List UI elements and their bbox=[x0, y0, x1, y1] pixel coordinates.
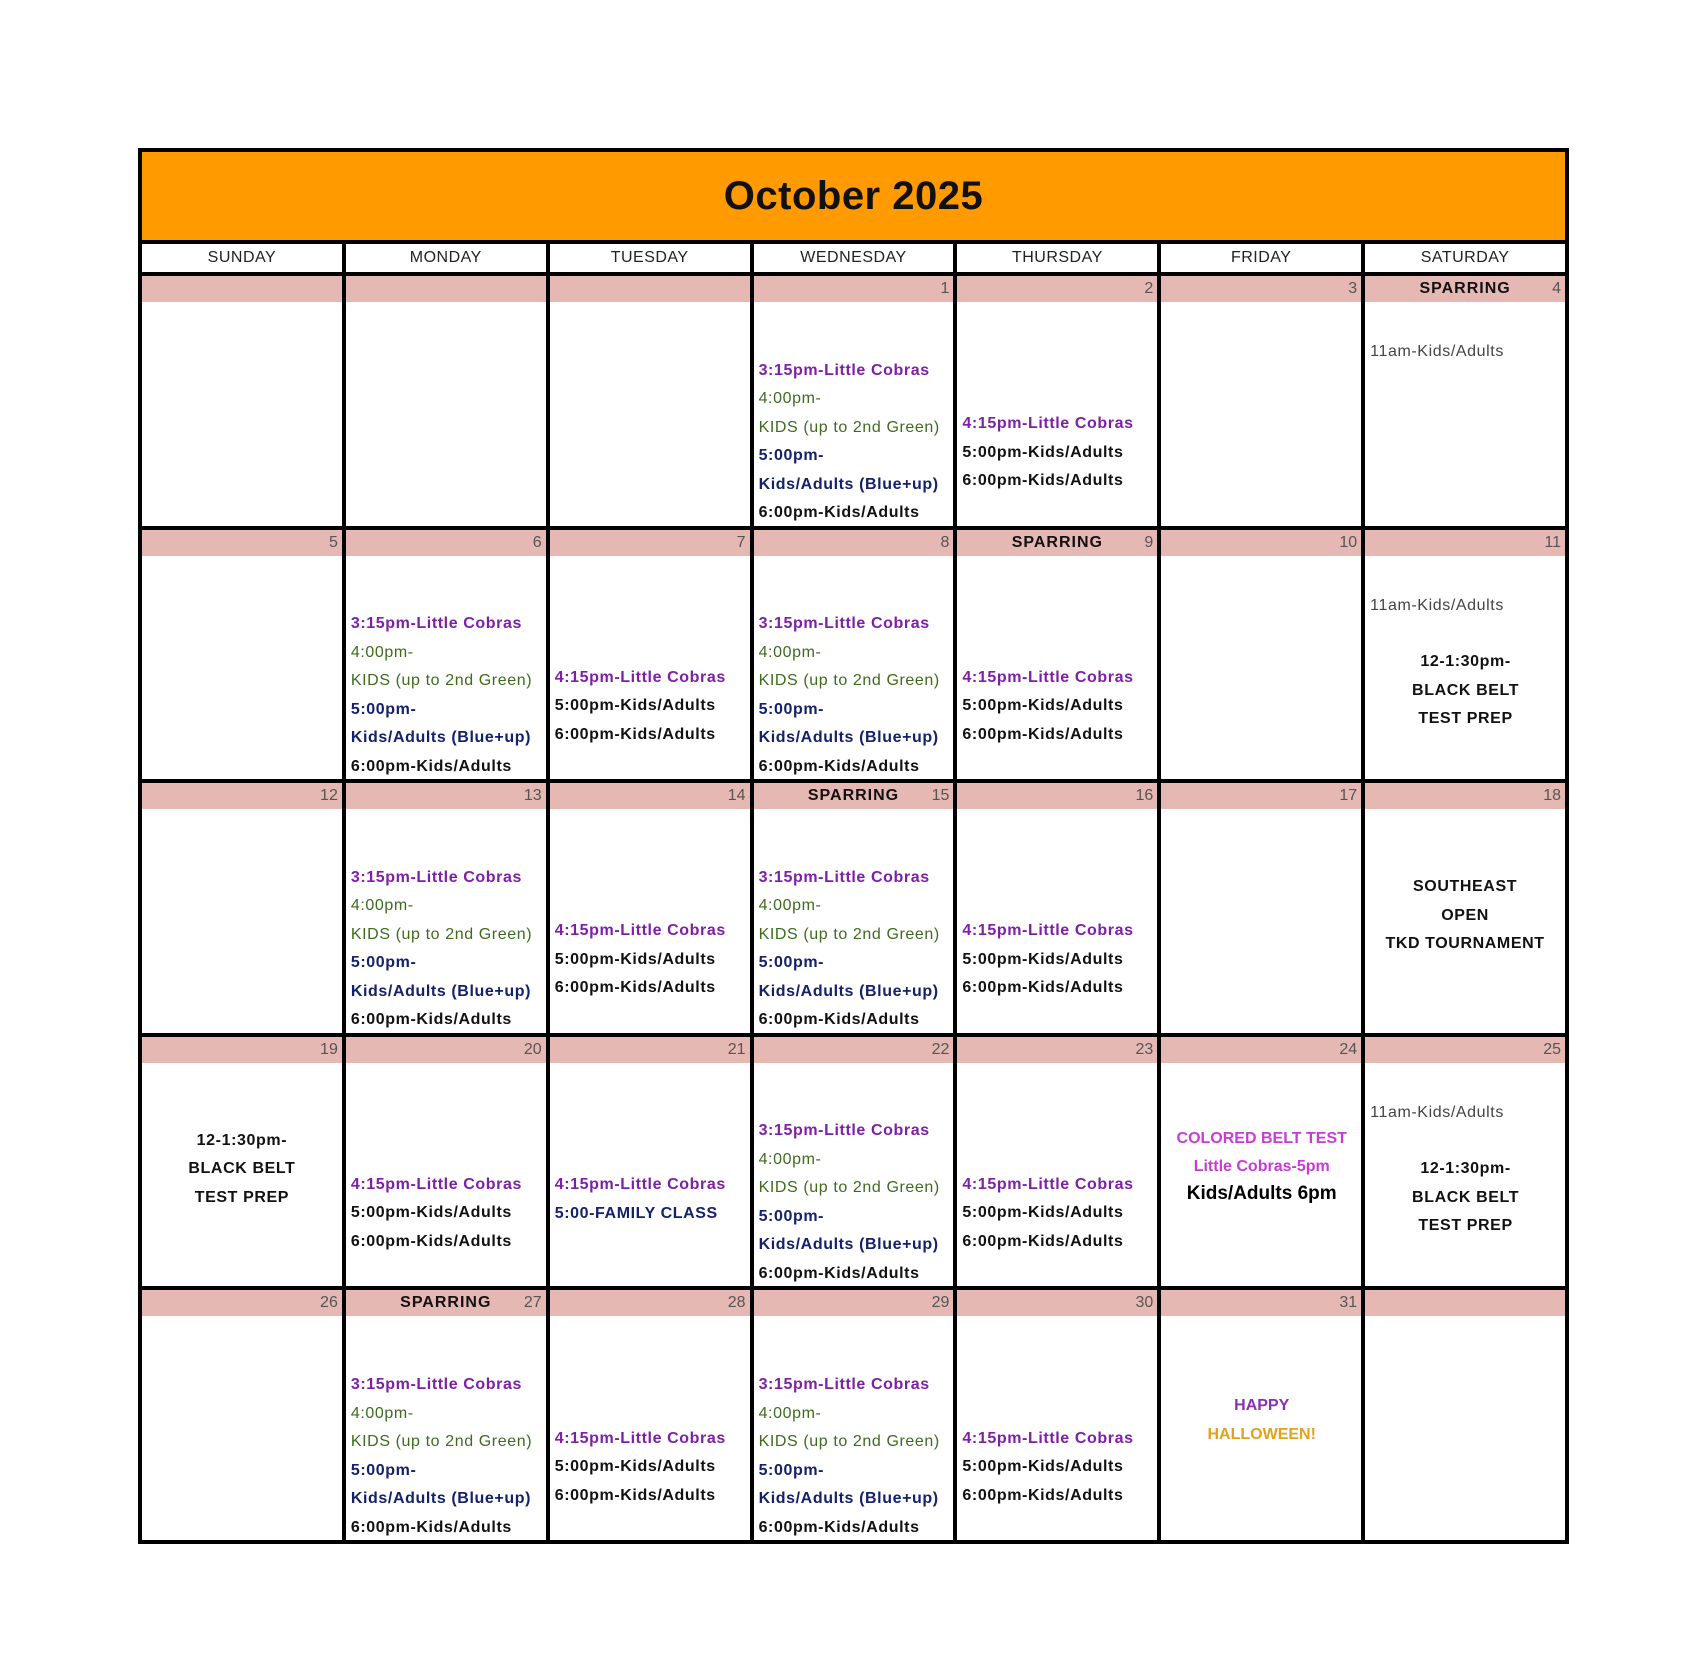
event-line: Kids/Adults (Blue+up) bbox=[350, 1490, 531, 1507]
day-number: 1 bbox=[940, 280, 950, 297]
day-header bbox=[1365, 530, 1565, 556]
day-number: 6 bbox=[532, 533, 542, 551]
event-line: KIDS (up to 2nd Green) bbox=[758, 1179, 940, 1197]
day-header bbox=[957, 1037, 1157, 1063]
day-cell-31 bbox=[1161, 1290, 1361, 1540]
day-cell-3 bbox=[1161, 276, 1361, 526]
day-cell-11 bbox=[1365, 530, 1565, 780]
day-header bbox=[346, 783, 546, 809]
event-line: 3:15pm-Little Cobras bbox=[758, 868, 930, 886]
event-line: 5:00pm- bbox=[350, 954, 417, 972]
day-number: 10 bbox=[1339, 533, 1358, 551]
day-header bbox=[550, 276, 750, 302]
event-line: 6:00pm-Kids/Adults bbox=[350, 1011, 512, 1029]
day-number: 30 bbox=[1135, 1294, 1154, 1312]
day-number: 12 bbox=[320, 787, 338, 805]
event-line: 6:00pm-Kids/Adults bbox=[758, 1011, 920, 1029]
event-line: Kids/Adults (Blue+up) bbox=[350, 729, 531, 747]
event-line: Kids/Adults (Blue+up) bbox=[758, 475, 939, 493]
day-header bbox=[754, 1290, 954, 1316]
day-header bbox=[346, 276, 546, 302]
event-line: 5:00pm- bbox=[758, 954, 825, 972]
event-line: 5:00pm- bbox=[758, 447, 825, 465]
calendar-grid bbox=[138, 148, 1569, 1544]
event-line: 5:00pm-Kids/Adults bbox=[962, 1204, 1124, 1222]
day-header bbox=[1365, 783, 1565, 809]
weekday-sunday: SUNDAY bbox=[142, 244, 342, 272]
day-number: 7 bbox=[736, 533, 746, 551]
day-cell-empty bbox=[346, 276, 546, 526]
day-cell-14 bbox=[550, 783, 750, 1033]
day-cell-18 bbox=[1365, 783, 1565, 1033]
day-header bbox=[957, 530, 1157, 556]
event-line: 5:00pm-Kids/Adults bbox=[554, 697, 716, 715]
day-header bbox=[142, 1290, 342, 1316]
day-cell-1 bbox=[754, 276, 954, 526]
event-line: Kids/Adults (Blue+up) bbox=[758, 1236, 939, 1254]
day-header bbox=[754, 276, 954, 302]
event-line: 4:00pm- bbox=[758, 390, 822, 408]
day-number: 15 bbox=[931, 787, 950, 805]
event-line: 4:15pm-Little Cobras bbox=[554, 1176, 726, 1194]
event-line: TEST PREP bbox=[194, 1188, 290, 1206]
event-line: 5:00pm- bbox=[758, 700, 825, 718]
event-line: 12-1:30pm- bbox=[1420, 653, 1511, 671]
event-line: TKD TOURNAMENT bbox=[1385, 935, 1545, 953]
weekday-wednesday: WEDNESDAY bbox=[754, 244, 954, 272]
day-header bbox=[1161, 276, 1361, 302]
day-number: 22 bbox=[931, 1040, 950, 1058]
event-line: KIDS (up to 2nd Green) bbox=[350, 1433, 533, 1450]
event-line: 5:00pm- bbox=[350, 700, 417, 718]
day-number: 19 bbox=[320, 1040, 338, 1058]
event-line: Kids/Adults (Blue+up) bbox=[758, 729, 939, 747]
event-line: 6:00pm-Kids/Adults bbox=[554, 1486, 716, 1504]
event-line: 4:00pm- bbox=[758, 643, 822, 661]
day-number: 31 bbox=[1339, 1294, 1358, 1312]
day-header bbox=[550, 1290, 750, 1316]
event-line: 3:15pm-Little Cobras bbox=[758, 615, 930, 633]
day-cell-22 bbox=[754, 1037, 954, 1287]
event-line: 4:15pm-Little Cobras bbox=[554, 922, 726, 940]
event-line: KIDS (up to 2nd Green) bbox=[758, 672, 940, 690]
event-line: 4:15pm-Little Cobras bbox=[962, 668, 1134, 686]
event-line: 5:00-FAMILY CLASS bbox=[554, 1204, 718, 1222]
day-number: 5 bbox=[328, 533, 338, 551]
event-line: 3:15pm-Little Cobras bbox=[758, 1122, 930, 1140]
event-line: 4:15pm-Little Cobras bbox=[350, 1175, 522, 1193]
day-cell-15 bbox=[754, 783, 954, 1033]
event-line: 11am-Kids/Adults bbox=[1370, 596, 1504, 614]
event-line: KIDS (up to 2nd Green) bbox=[758, 925, 940, 943]
day-number: 25 bbox=[1543, 1040, 1561, 1058]
event-line: 4:15pm-Little Cobras bbox=[962, 415, 1134, 433]
event-line: 5:00pm-Kids/Adults bbox=[962, 443, 1124, 461]
day-cell-27 bbox=[346, 1290, 546, 1540]
event-line: 6:00pm-Kids/Adults bbox=[554, 979, 716, 997]
day-header bbox=[550, 530, 750, 556]
day-number: 9 bbox=[1144, 533, 1154, 551]
event-line: KIDS (up to 2nd Green) bbox=[758, 1433, 940, 1450]
day-cell-30 bbox=[957, 1290, 1157, 1540]
day-cell-29 bbox=[754, 1290, 954, 1540]
day-header bbox=[346, 530, 546, 556]
event-line: 4:00pm- bbox=[758, 1404, 822, 1422]
day-number: 3 bbox=[1348, 280, 1358, 297]
event-line: 6:00pm-Kids/Adults bbox=[758, 757, 920, 775]
event-line: KIDS (up to 2nd Green) bbox=[758, 418, 940, 436]
event-line: Little Cobras-5pm bbox=[1193, 1158, 1330, 1176]
day-header bbox=[957, 1290, 1157, 1316]
day-header bbox=[1365, 1290, 1565, 1316]
event-line: 4:00pm- bbox=[350, 1404, 414, 1422]
event-line: 6:00pm-Kids/Adults bbox=[758, 1264, 920, 1282]
event-line: TEST PREP bbox=[1418, 1217, 1513, 1235]
day-cell-5 bbox=[142, 530, 342, 780]
event-line: 3:15pm-Little Cobras bbox=[350, 1376, 522, 1393]
event-line: 5:00pm-Kids/Adults bbox=[962, 1458, 1124, 1475]
day-header bbox=[550, 1037, 750, 1063]
event-line: 12-1:30pm- bbox=[196, 1131, 288, 1149]
day-cell-7 bbox=[550, 530, 750, 780]
day-header bbox=[1365, 276, 1565, 302]
day-cell-empty bbox=[550, 276, 750, 526]
day-header bbox=[346, 1290, 546, 1316]
event-line: Kids/Adults (Blue+up) bbox=[350, 982, 531, 1000]
day-cell-16 bbox=[957, 783, 1157, 1033]
day-header bbox=[754, 1037, 954, 1063]
day-cell-20 bbox=[346, 1037, 546, 1287]
day-number: 2 bbox=[1144, 280, 1154, 297]
event-line: 4:00pm- bbox=[758, 1150, 822, 1168]
event-line: 6:00pm-Kids/Adults bbox=[554, 725, 716, 743]
day-cell-13 bbox=[346, 783, 546, 1033]
day-cell-21 bbox=[550, 1037, 750, 1287]
weekday-monday: MONDAY bbox=[346, 244, 546, 272]
day-header bbox=[142, 1037, 342, 1063]
day-cell-17 bbox=[1161, 783, 1361, 1033]
event-line: SOUTHEAST bbox=[1413, 878, 1518, 896]
day-header bbox=[1161, 783, 1361, 809]
day-cell-2 bbox=[957, 276, 1157, 526]
event-line: 12-1:30pm- bbox=[1420, 1160, 1511, 1178]
day-header bbox=[1161, 1037, 1361, 1063]
event-line: 11am-Kids/Adults bbox=[1370, 343, 1504, 360]
day-cell-25 bbox=[1365, 1037, 1565, 1287]
event-line: BLACK BELT bbox=[1412, 1188, 1520, 1206]
event-line: 5:00pm-Kids/Adults bbox=[554, 950, 716, 968]
day-number: 16 bbox=[1135, 787, 1154, 805]
event-line: 5:00pm-Kids/Adults bbox=[350, 1204, 512, 1222]
day-number: 13 bbox=[523, 787, 542, 805]
day-number: 20 bbox=[523, 1040, 542, 1058]
day-header bbox=[1365, 1037, 1565, 1063]
event-line: 11am-Kids/Adults bbox=[1370, 1103, 1504, 1121]
event-line: 6:00pm-Kids/Adults bbox=[962, 1486, 1124, 1504]
event-line: 6:00pm-Kids/Adults bbox=[962, 1232, 1124, 1250]
event-line: BLACK BELT bbox=[1412, 681, 1520, 699]
event-line: HALLOWEEN! bbox=[1207, 1425, 1316, 1443]
day-cell-24 bbox=[1161, 1037, 1361, 1287]
event-line: 6:00pm-Kids/Adults bbox=[962, 725, 1124, 743]
event-line: 4:00pm- bbox=[350, 897, 414, 915]
event-line: 4:15pm-Little Cobras bbox=[554, 1429, 726, 1447]
day-cell-9 bbox=[957, 530, 1157, 780]
event-line: 4:15pm-Little Cobras bbox=[962, 922, 1134, 940]
day-header bbox=[754, 530, 954, 556]
day-number: 28 bbox=[727, 1294, 746, 1312]
day-cell-8 bbox=[754, 530, 954, 780]
day-cell-28 bbox=[550, 1290, 750, 1540]
event-line: 6:00pm-Kids/Adults bbox=[758, 1518, 920, 1536]
event-line: 3:15pm-Little Cobras bbox=[758, 361, 930, 379]
event-line: 5:00pm-Kids/Adults bbox=[962, 950, 1124, 968]
day-number: 21 bbox=[727, 1040, 746, 1058]
sparring-label: SPARRING bbox=[1011, 533, 1103, 551]
day-number: 26 bbox=[320, 1294, 338, 1312]
day-cell-19 bbox=[142, 1037, 342, 1287]
event-line: BLACK BELT bbox=[188, 1160, 296, 1178]
event-line: 6:00pm-Kids/Adults bbox=[962, 472, 1124, 490]
day-number: 4 bbox=[1552, 280, 1561, 297]
sparring-label: SPARRING bbox=[1419, 280, 1511, 297]
day-number: 14 bbox=[727, 787, 746, 805]
event-line: 5:00pm- bbox=[350, 1461, 417, 1479]
day-cell-6 bbox=[346, 530, 546, 780]
day-number: 29 bbox=[931, 1294, 950, 1312]
event-line: 6:00pm-Kids/Adults bbox=[350, 1518, 512, 1536]
day-header bbox=[142, 276, 342, 302]
event-line: 4:00pm- bbox=[758, 897, 822, 915]
day-cell-10 bbox=[1161, 530, 1361, 780]
day-number: 27 bbox=[523, 1294, 542, 1312]
day-number: 8 bbox=[940, 533, 950, 551]
day-header bbox=[957, 276, 1157, 302]
day-header bbox=[1161, 530, 1361, 556]
day-cell-23 bbox=[957, 1037, 1157, 1287]
event-line: TEST PREP bbox=[1418, 710, 1513, 728]
event-line: 5:00pm- bbox=[758, 1461, 825, 1479]
event-line: 6:00pm-Kids/Adults bbox=[962, 979, 1124, 997]
event-line: Kids/Adults (Blue+up) bbox=[758, 982, 939, 1000]
event-line: 5:00pm- bbox=[758, 1207, 825, 1225]
event-line: 4:00pm- bbox=[350, 643, 414, 661]
event-line: 4:15pm-Little Cobras bbox=[962, 1175, 1134, 1193]
sparring-label: SPARRING bbox=[807, 787, 900, 805]
event-line: 5:00pm-Kids/Adults bbox=[962, 697, 1124, 715]
event-line: 3:15pm-Little Cobras bbox=[758, 1376, 930, 1393]
day-header bbox=[754, 783, 954, 809]
day-header bbox=[550, 783, 750, 809]
day-header bbox=[142, 783, 342, 809]
day-header bbox=[142, 530, 342, 556]
day-number: 24 bbox=[1339, 1040, 1358, 1058]
day-number: 18 bbox=[1543, 787, 1561, 805]
calendar-title: October 2025 bbox=[142, 152, 1565, 240]
sparring-label: SPARRING bbox=[400, 1294, 492, 1312]
day-number: 23 bbox=[1135, 1040, 1154, 1058]
event-line: OPEN bbox=[1441, 906, 1489, 924]
event-line: 4:15pm-Little Cobras bbox=[962, 1429, 1134, 1447]
event-line: KIDS (up to 2nd Green) bbox=[350, 925, 533, 943]
day-number: 11 bbox=[1544, 533, 1561, 551]
event-line: 6:00pm-Kids/Adults bbox=[758, 504, 920, 522]
day-cell-12 bbox=[142, 783, 342, 1033]
weekday-friday: FRIDAY bbox=[1161, 244, 1361, 272]
weekday-saturday: SATURDAY bbox=[1365, 244, 1565, 272]
event-line: Kids/Adults (Blue+up) bbox=[758, 1490, 939, 1507]
day-header bbox=[957, 783, 1157, 809]
day-number: 17 bbox=[1339, 787, 1358, 805]
event-line: HAPPY bbox=[1234, 1397, 1290, 1415]
event-line: 5:00pm-Kids/Adults bbox=[554, 1458, 716, 1475]
event-line: COLORED BELT TEST bbox=[1176, 1129, 1347, 1147]
day-header bbox=[346, 1037, 546, 1063]
event-line: 3:15pm-Little Cobras bbox=[350, 868, 522, 886]
weekday-tuesday: TUESDAY bbox=[550, 244, 750, 272]
day-header bbox=[1161, 1290, 1361, 1316]
weekday-thursday: THURSDAY bbox=[957, 244, 1157, 272]
event-line: 4:15pm-Little Cobras bbox=[554, 668, 726, 686]
event-line: 6:00pm-Kids/Adults bbox=[350, 1232, 512, 1250]
event-line: Kids/Adults 6pm bbox=[1186, 1182, 1337, 1204]
event-line: KIDS (up to 2nd Green) bbox=[350, 672, 533, 690]
day-cell-4 bbox=[1365, 276, 1565, 526]
event-line: 3:15pm-Little Cobras bbox=[350, 615, 522, 633]
day-cell-empty bbox=[1365, 1290, 1565, 1540]
event-line: 6:00pm-Kids/Adults bbox=[350, 757, 512, 775]
day-cell-empty bbox=[142, 276, 342, 526]
day-cell-26 bbox=[142, 1290, 342, 1540]
